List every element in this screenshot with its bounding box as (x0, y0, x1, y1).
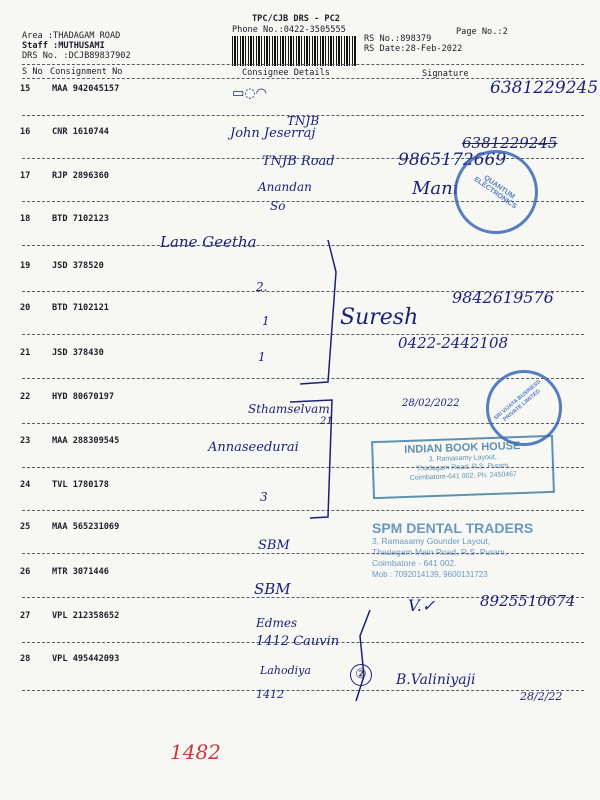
circled-number: ② (350, 664, 372, 686)
handwritten-phone: 9865172669 (398, 150, 507, 170)
row-sno: 28 (20, 654, 31, 664)
phone-number: Phone No.:0422-3505555 (232, 25, 346, 35)
row-sno: 16 (20, 127, 31, 137)
handwritten-text: 1412 Cauvin (256, 634, 340, 649)
handwritten-date: 28/02/2022 (402, 398, 460, 409)
row-consignment: BTD 7102123 (52, 214, 109, 224)
handwritten-text: 21 (320, 416, 333, 427)
row-consignment: JSD 378430 (52, 348, 104, 358)
area-label: Area :THADAGAM ROAD (22, 31, 121, 41)
col-signature-header: Signature (422, 69, 469, 79)
document-title: TPC/CJB DRS - PC2 (252, 14, 340, 24)
bracket-lines (280, 232, 344, 522)
col-sno-header: S No (22, 67, 43, 77)
row-consignment: HYD 80670197 (52, 392, 115, 402)
handwritten-text: SBM (254, 580, 291, 598)
row-consignment: MAA 288309545 (52, 436, 120, 446)
row-consignment: TVL 1780178 (52, 480, 109, 490)
handwritten-text: 3 (260, 490, 268, 504)
row-consignment: CNR 1610744 (52, 127, 109, 137)
handwritten-name: Lahodiya (260, 664, 311, 677)
row-sno: 15 (20, 84, 31, 94)
handwritten-name: Lane Geetha (160, 233, 257, 251)
handwritten-text: TNJB (287, 114, 320, 128)
row-sno: 17 (20, 171, 31, 181)
row-consignment: MAA 942045157 (52, 84, 120, 94)
handwritten-text: 1 (262, 314, 270, 328)
handwritten-total-mark: 1482 (170, 740, 221, 764)
drs-number: DRS No. :DCJB89837902 (22, 51, 131, 61)
row-sno: 24 (20, 480, 31, 490)
handwritten-text: SBM (258, 538, 290, 553)
row-sno: 23 (20, 436, 31, 446)
bracket-lines (352, 606, 382, 706)
row-divider (22, 690, 584, 691)
handwritten-phone: 6381229245 (490, 78, 599, 98)
handwritten-text: So (270, 199, 286, 213)
handwritten-mark: ▭◌◠ (232, 86, 267, 101)
row-consignment: RJP 2896360 (52, 171, 109, 181)
rs-number: RS No.:898379 (364, 34, 432, 44)
quantum-electronics-stamp: QUANTUM ELECTRONICS (438, 134, 555, 251)
spm-dental-stamp: SPM DENTAL TRADERS 3, Ramasamy Gounder Layout, Thadagam Main Road, R.S. Puram, Coimbatore - 641 002. Mob : 7092014139, 9600131723 (372, 520, 534, 579)
row-sno: 27 (20, 611, 31, 621)
handwritten-signature: Mani (412, 178, 459, 199)
row-sno: 18 (20, 214, 31, 224)
row-sno: 19 (20, 261, 31, 271)
row-consignment: BTD 7102121 (52, 303, 109, 313)
handwritten-name: John Jeserraj (230, 126, 316, 141)
handwritten-text: TNJB Road (262, 154, 335, 169)
col-consignee-header: Consignee Details (242, 68, 330, 78)
handwritten-name: Annaseedurai (208, 440, 299, 455)
row-consignment: VPL 212358652 (52, 611, 120, 621)
handwritten-signature: B.Valiniyaji (396, 672, 476, 688)
sri-vijaya-circle-stamp: SRI VIJAYA BUSINESS PRIVATE LIMITED (470, 354, 577, 461)
handwritten-phone: 9842619576 (452, 288, 554, 307)
handwritten-signature-mark: V.✓ (408, 596, 436, 615)
col-consignment-header: Consignment No (50, 67, 123, 77)
row-sno: 25 (20, 522, 31, 532)
row-consignment: MAA 565231069 (52, 522, 120, 532)
row-consignment: MTR 3071446 (52, 567, 109, 577)
row-sno: 20 (20, 303, 31, 313)
handwritten-text: 2. (256, 280, 268, 294)
handwritten-phone: 6381229245 (462, 134, 558, 152)
handwritten-text: 1 (258, 350, 266, 364)
handwritten-phone: 8925510674 (480, 592, 576, 610)
row-sno: 26 (20, 567, 31, 577)
header-divider-top (22, 64, 584, 65)
row-sno: 22 (20, 392, 31, 402)
handwritten-name: Anandan (258, 180, 312, 194)
handwritten-name: Sthamselvam (248, 402, 330, 416)
row-consignment: VPL 495442093 (52, 654, 120, 664)
row-consignment: JSD 378520 (52, 261, 104, 271)
handwritten-signature: Suresh (340, 305, 419, 330)
barcode-image (232, 36, 356, 66)
row-sno: 21 (20, 348, 31, 358)
handwritten-phone: 0422-2442108 (398, 334, 509, 352)
handwritten-date: 28/2/22 (520, 690, 563, 703)
rs-date: RS Date:28-Feb-2022 (364, 44, 463, 54)
staff-label: Staff :MUTHUSAMI (22, 41, 105, 51)
handwritten-text: 1412 (256, 688, 284, 701)
indian-book-house-stamp: INDIAN BOOK HOUSE 3, Ramasamy Layout, Thadagam Road, R.S. Puram, Coimbatore-641 002. Ph: 2450467 (371, 435, 555, 499)
handwritten-name: Edmes (256, 616, 298, 630)
page-number: Page No.:2 (456, 27, 508, 37)
